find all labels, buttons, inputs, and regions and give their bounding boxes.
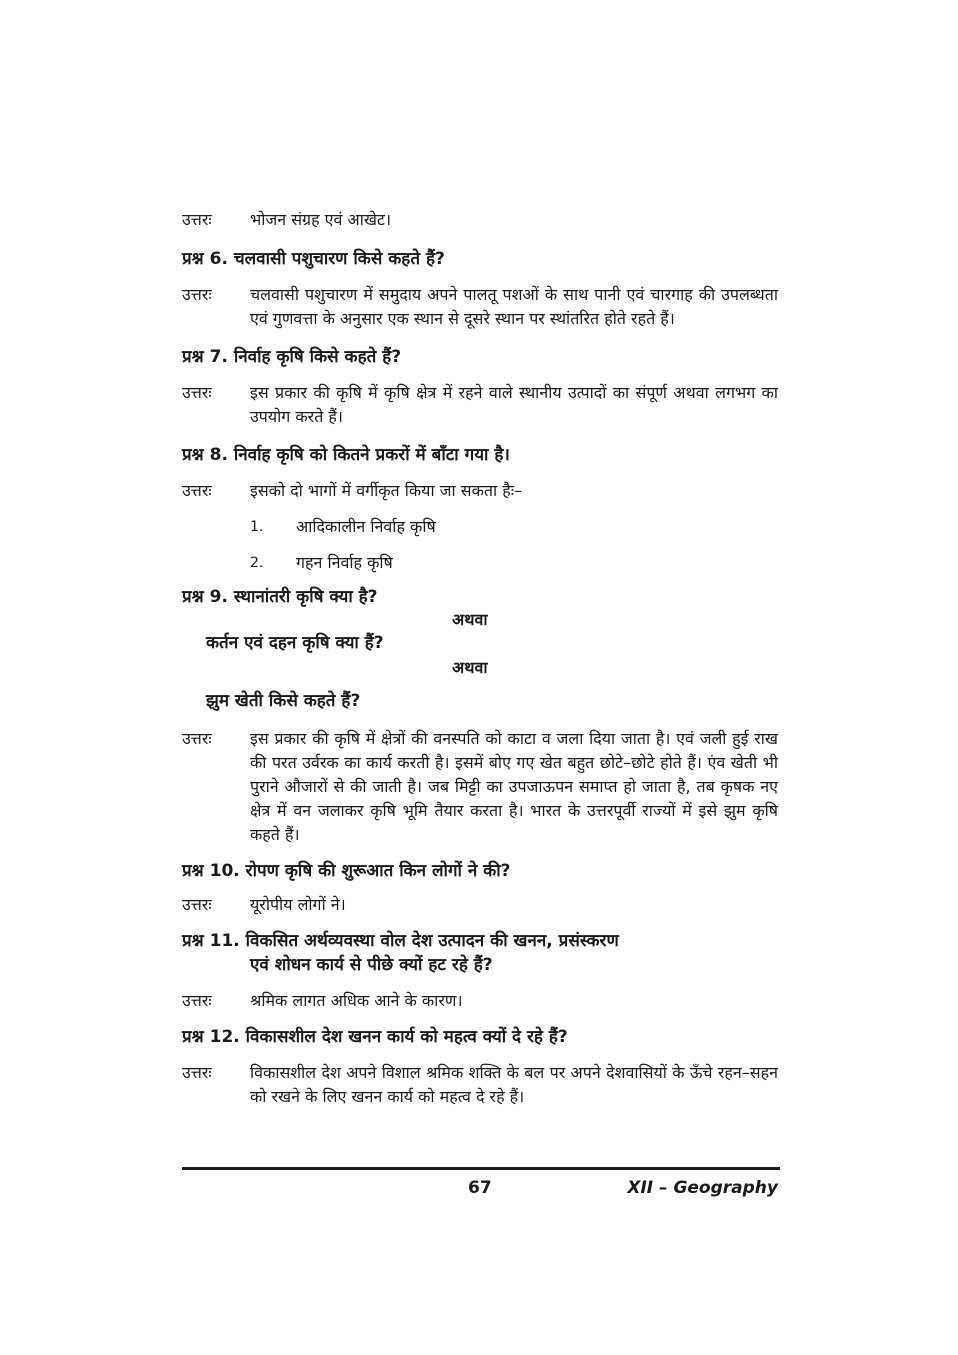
question-9-alt-2: झुम खेती किसे कहते हैं? bbox=[206, 691, 361, 711]
answer-11 bbox=[182, 989, 778, 1013]
question-9-alt-1: कर्तन एवं दहन कृषि क्या हैं? bbox=[206, 633, 384, 653]
answer-label: उत्तरः bbox=[182, 210, 212, 229]
answer-text: इस प्रकार की कृषि में कृषि क्षेत्र में रहने वाले स्थानीय उत्पादों का संपूर्ण अथवा लगभग का उपयोग करते हैं। bbox=[250, 383, 778, 426]
answer-label: उत्तरः bbox=[182, 729, 212, 748]
question-11: प्रश्न 11. विकसित अर्थव्यवस्था वोल देश उत्पादन की खनन, प्रसंस्करण bbox=[182, 931, 619, 951]
answer-label: उत्तरः bbox=[182, 1063, 212, 1082]
footer-rule bbox=[182, 1167, 780, 1170]
question-11-cont: एवं शोधन कार्य से पीछे क्यों हट रहे हैं? bbox=[250, 955, 493, 975]
or-label: अथवा bbox=[452, 610, 488, 629]
answer-label: उत्तरः bbox=[182, 383, 212, 402]
answer-label: उत्तरः bbox=[182, 991, 212, 1010]
or-label: अथवा bbox=[452, 658, 488, 677]
page-number: 67 bbox=[468, 1178, 492, 1198]
list-text: गहन निर्वाह कृषि bbox=[296, 553, 393, 572]
answer-text: भोजन संग्रह एवं आखेट। bbox=[250, 210, 392, 229]
list-number: 1. bbox=[250, 519, 264, 535]
answer-text: विकासशील देश अपने विशाल श्रमिक शक्ति के बल पर अपने देशवासियों के ऊँचे रहन–सहन को रखने के लिए खनन कार्य को महत्व दे रहे हैं। bbox=[250, 1063, 778, 1106]
answer-7 bbox=[182, 381, 778, 429]
answer-label: उत्तरः bbox=[182, 481, 212, 500]
question-9: प्रश्न 9. स्थानांतरी कृषि क्या है? bbox=[182, 587, 378, 607]
answer-text: यूरोपीय लोगों ने। bbox=[250, 895, 346, 914]
question-7: प्रश्न 7. निर्वाह कृषि किसे कहते हैं? bbox=[182, 347, 402, 367]
answer-6 bbox=[182, 283, 778, 331]
answer-text: इसको दो भागों में वर्गीकृत किया जा सकता हैः– bbox=[250, 481, 522, 500]
answer-text: श्रमिक लागत अधिक आने के कारण। bbox=[250, 991, 463, 1010]
footer-subject: XII – Geography bbox=[627, 1178, 778, 1198]
list-text: आदिकालीन निर्वाह कृषि bbox=[296, 517, 436, 536]
question-12: प्रश्न 12. विकासशील देश खनन कार्य को महत्व क्यों दे रहे हैं? bbox=[182, 1027, 568, 1047]
answer-10 bbox=[182, 893, 778, 917]
question-8: प्रश्न 8. निर्वाह कृषि को कितने प्रकरों में बाँटा गया है। bbox=[182, 445, 510, 465]
content bbox=[182, 208, 778, 1109]
answer-text: इस प्रकार की कृषि में क्षेत्रों की वनस्पति को काटा व जला दिया जाता है। एवं जली हुई राख की परत उर्वरक का कार्य करती है। इसमें बोए गए खेत बहुत छोटे–छोटे होते हैं। एंव खेती भी पुराने औजारों से की जाती है। जब मिट्टी का उपजाऊपन समाप्त हो जाता है, तब कृषक नए क्षेत्र में वन जलाकर कृषि भूमि तैयार करता है। भारत के उत्तरपूर्वी राज्यों में इसे झुम कृषि कहते हैं। bbox=[250, 729, 778, 844]
question-10: प्रश्न 10. रोपण कृषि की शुरूआत किन लोगों ने की? bbox=[182, 861, 511, 881]
answer-8 bbox=[182, 479, 778, 503]
answer-label: उत्तरः bbox=[182, 895, 212, 914]
list-number: 2. bbox=[250, 555, 264, 571]
answer-text: चलवासी पशुचारण में समुदाय अपने पालतू पशओं के साथ पानी एवं चारगाह की उपलब्धता एवं गुणवत्ता के अनुसार एक स्थान से दूसरे स्थान पर स्थांतरित होते रहते हैं। bbox=[250, 285, 778, 328]
answer-5 bbox=[182, 208, 778, 232]
question-6: प्रश्न 6. चलवासी पशुचारण किसे कहते हैं? bbox=[182, 249, 445, 269]
answer-12 bbox=[182, 1061, 778, 1109]
answer-9 bbox=[182, 727, 778, 847]
answer-label: उत्तरः bbox=[182, 285, 212, 304]
list-item bbox=[182, 515, 778, 539]
list-item bbox=[182, 551, 778, 575]
